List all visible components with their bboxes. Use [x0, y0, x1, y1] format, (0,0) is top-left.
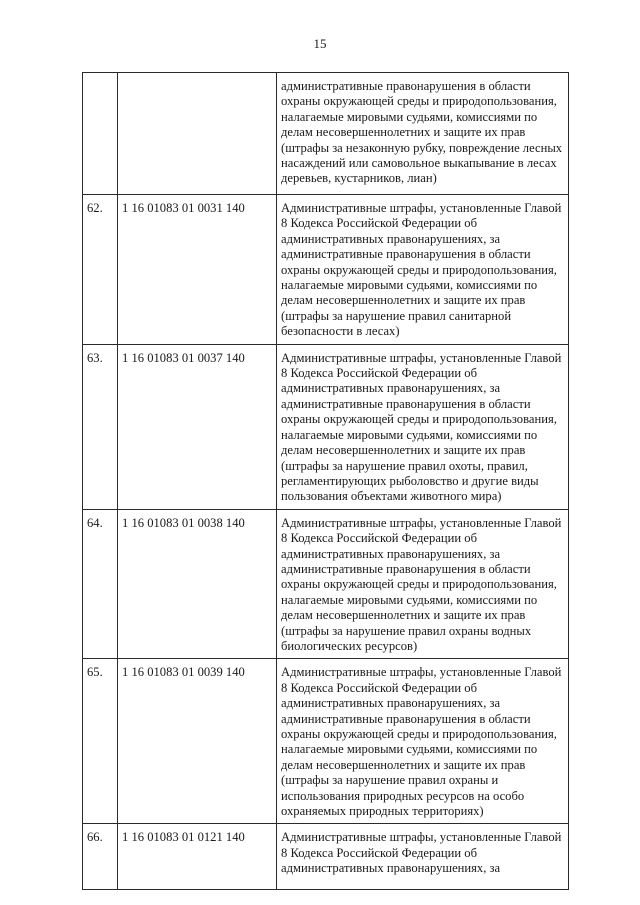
table-row [83, 344, 569, 509]
row-number: 63. [83, 344, 118, 509]
description-line: административные правонарушения в области [281, 396, 531, 411]
description-line: делам несовершеннолетних и защите их прав [281, 443, 526, 458]
description-line: охраны окружающей среды и природопользования, [281, 94, 557, 109]
description-line: делам несовершеннолетних и защите их прав [281, 757, 526, 772]
row-number [83, 73, 118, 195]
description-line: безопасности в лесах) [281, 324, 400, 339]
description-line: охраняемых природных территориях) [281, 804, 484, 819]
description-line: (штрафы за нарушение правил санитарной [281, 308, 512, 323]
description-line: налагаемые мировыми судьями, комиссиями по [281, 427, 538, 442]
row-description [277, 195, 569, 345]
description-line: (штрафы за нарушение правил охраны и [281, 773, 499, 788]
description-line: налагаемые мировыми судьями, комиссиями по [281, 742, 538, 757]
table-row [83, 659, 569, 824]
description-line: биологических ресурсов) [281, 638, 418, 653]
budget-codes-table [82, 72, 569, 890]
description-line: административные правонарушения в области [281, 711, 531, 726]
description-line: административных правонарушениях, за [281, 546, 501, 561]
description-line: административные правонарушения в области [281, 79, 531, 93]
description-line: 8 Кодекса Российской Федерации об [281, 216, 477, 231]
row-number: 64. [83, 509, 118, 659]
description-line: 8 Кодекса Российской Федерации об [281, 366, 477, 381]
description-line: Административные штрафы, установленные Главой [281, 665, 562, 680]
row-description [277, 344, 569, 509]
description-line: делам несовершеннолетних и защите их прав [281, 608, 526, 623]
row-number: 66. [83, 824, 118, 890]
description-line: 8 Кодекса Российской Федерации об [281, 680, 477, 695]
description-line: охраны окружающей среды и природопользования, [281, 262, 557, 277]
description-line: делам несовершеннолетних и защите их прав [281, 293, 526, 308]
description-line: использования природных ресурсов на особо [281, 788, 525, 803]
budget-code [118, 73, 277, 195]
description-line: Административные штрафы, установленные Главой [281, 350, 562, 365]
description-line: административных правонарушениях, за [281, 381, 501, 396]
description-line: Административные штрафы, установленные Главой [281, 830, 562, 845]
description-line: (штрафы за нарушение правил охоты, правил, [281, 458, 528, 473]
description-line: налагаемые мировыми судьями, комиссиями по [281, 109, 538, 124]
description-line: (штрафы за нарушение правил охраны водных [281, 623, 532, 638]
table-row [83, 195, 569, 345]
description-line: охраны окружающей среды и природопользования, [281, 577, 557, 592]
page-number: 15 [313, 36, 327, 51]
description-line: охраны окружающей среды и природопользования, [281, 727, 557, 741]
description-line: насаждений или самовольное выкапывание в лесах [281, 156, 557, 171]
description-line: налагаемые мировыми судьями, комиссиями по [281, 592, 538, 607]
budget-code: 1 16 01083 01 0037 140 [118, 344, 277, 509]
description-line: административных правонарушениях, за [281, 861, 501, 876]
table-row [83, 824, 569, 890]
description-line: пользования объектами животного мира) [281, 489, 502, 504]
description-line: делам несовершеннолетних и защите их прав [281, 125, 526, 140]
budget-code: 1 16 01083 01 0038 140 [118, 509, 277, 659]
description-line: регламентирующих рыболовство и другие виды [281, 473, 539, 488]
table-row [83, 73, 569, 195]
description-line: административных правонарушениях, за [281, 696, 501, 711]
description-line: налагаемые мировыми судьями, комиссиями по [281, 278, 538, 293]
budget-code: 1 16 01083 01 0039 140 [118, 659, 277, 824]
row-description [277, 509, 569, 659]
description-line: деревьев, кустарников, лиан) [281, 171, 437, 186]
description-line: административных правонарушениях, за [281, 231, 501, 246]
description-line: охраны окружающей среды и природопользования, [281, 412, 557, 427]
description-line: административные правонарушения в области [281, 561, 531, 576]
description-line: 8 Кодекса Российской Федерации об [281, 845, 477, 860]
budget-code: 1 16 01083 01 0121 140 [118, 824, 277, 890]
description-line: Административные штрафы, установленные Главой [281, 515, 562, 530]
description-line: административные правонарушения в области [281, 247, 531, 262]
table-row [83, 509, 569, 659]
budget-code: 1 16 01083 01 0031 140 [118, 195, 277, 345]
description-line: Административные штрафы, установленные Главой [281, 201, 562, 215]
description-line: (штрафы за незаконную рубку, повреждение лесных [281, 140, 563, 155]
row-number: 65. [83, 659, 118, 824]
row-description [277, 659, 569, 824]
description-line: 8 Кодекса Российской Федерации об [281, 531, 477, 546]
row-description [277, 824, 569, 890]
row-description [277, 73, 569, 195]
row-number: 62. [83, 195, 118, 345]
